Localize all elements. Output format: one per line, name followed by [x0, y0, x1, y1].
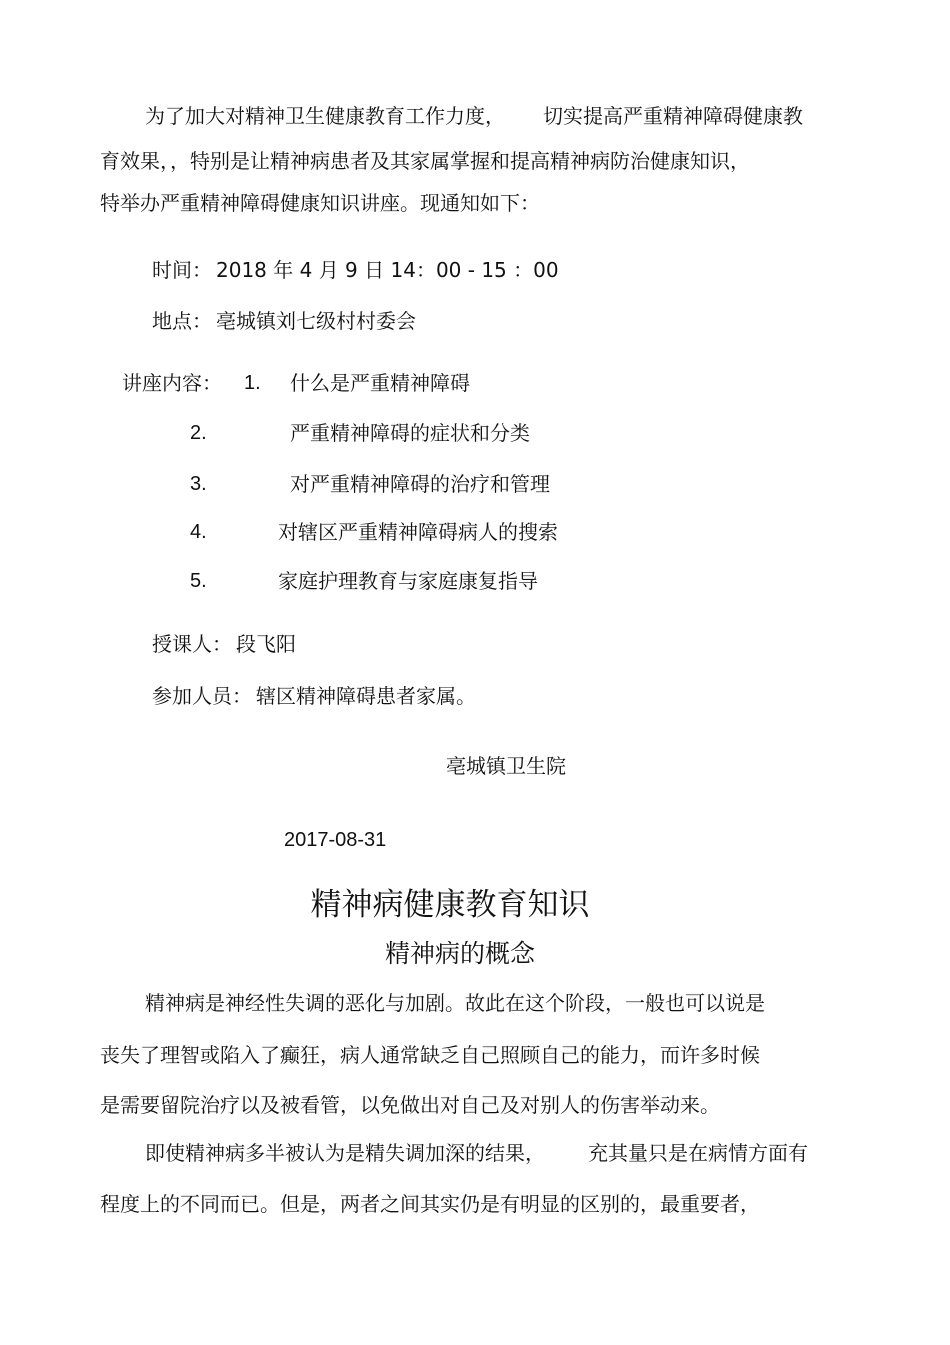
article-title: 精神病健康教育知识	[310, 887, 590, 923]
intro-line-3: 特举办严重精神障碍健康知识讲座。现通知如下：	[100, 191, 540, 215]
place-value: 亳城镇刘七级村村委会	[216, 309, 416, 333]
lecturer-label: 授课人：	[152, 632, 232, 656]
list-item-number: 3.	[190, 473, 207, 495]
list-item-number: 2.	[190, 422, 207, 444]
attendees-label: 参加人员：	[152, 684, 252, 708]
list-item-text: 家庭护理教育与家庭康复指导	[278, 569, 538, 593]
lecturer-value: 段飞阳	[236, 632, 296, 656]
paragraph-line: 是需要留院治疗以及被看管，以免做出对自己及对别人的伤害举动来。	[100, 1093, 720, 1117]
organizer: 亳城镇卫生院	[446, 754, 566, 778]
notice-date: 2017-08-31	[284, 829, 387, 851]
article-subtitle: 精神病的概念	[384, 939, 535, 968]
attendees-value: 辖区精神障碍患者家属。	[256, 684, 476, 708]
list-item-text: 严重精神障碍的症状和分类	[290, 421, 530, 445]
list-item-number: 1.	[244, 372, 261, 394]
time-label: 时间：	[152, 258, 212, 282]
intro-line-1b: 切实提高严重精神障碍健康教	[543, 104, 803, 128]
time-value: 2018 年 4 月 9 日 14：00 - 15 ：00	[216, 258, 559, 282]
intro-line-1a: 为了加大对精神卫生健康教育工作力度，	[145, 104, 505, 128]
paragraph-line: 充其量只是在病情方面有	[588, 1141, 808, 1165]
intro-line-2: 育效果，，特别是让精神病患者及其家属掌握和提高精神病防治健康知识，	[100, 149, 750, 173]
lecture-content-label: 讲座内容：	[122, 371, 222, 395]
list-item-text: 对严重精神障碍的治疗和管理	[290, 472, 550, 496]
paragraph-line: 丧失了理智或陷入了癫狂，病人通常缺乏自己照顾自己的能力，而许多时候	[100, 1043, 760, 1067]
list-item-text: 什么是严重精神障碍	[290, 371, 470, 395]
place-label: 地点：	[152, 309, 212, 333]
paragraph-line: 程度上的不同而已。但是，两者之间其实仍是有明显的区别的，最重要者，	[100, 1192, 760, 1216]
paragraph-line: 精神病是神经性失调的恶化与加剧。故此在这个阶段，一般也可以说是	[145, 991, 765, 1015]
list-item-number: 5.	[190, 570, 207, 592]
list-item-text: 对辖区严重精神障碍病人的搜索	[278, 520, 558, 544]
paragraph-line: 即使精神病多半被认为是精失调加深的结果，	[145, 1141, 545, 1165]
list-item-number: 4.	[190, 521, 207, 543]
